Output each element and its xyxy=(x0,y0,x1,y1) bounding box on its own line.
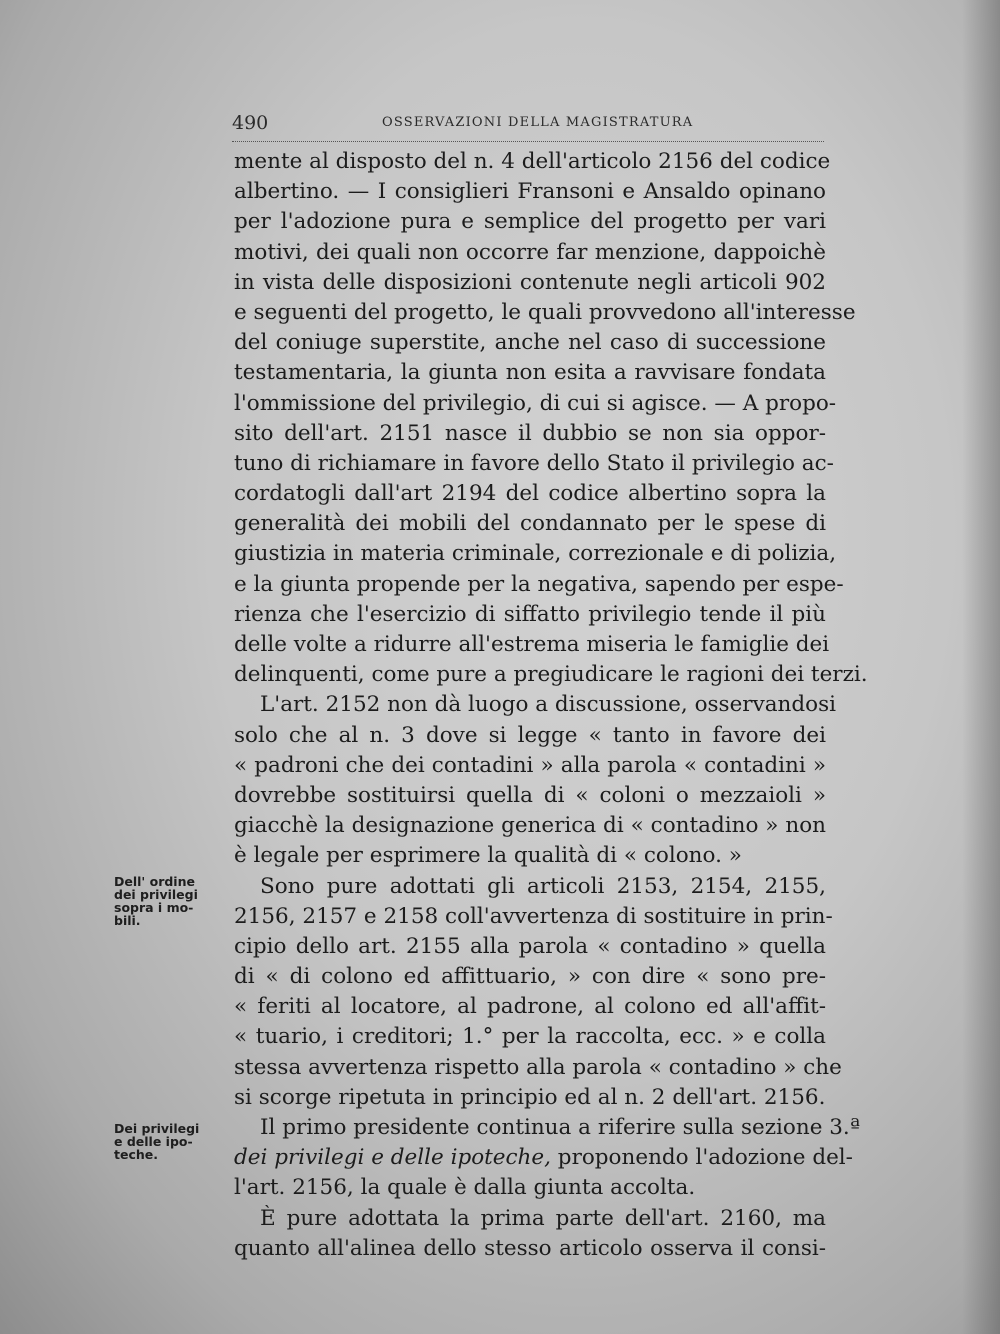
text-line: Il primo presidente continua a riferire sulla sezione 3.ª xyxy=(260,1115,860,1140)
text-line: delle volte a ridurre all'estrema miseria le famiglie dei xyxy=(234,632,830,657)
margin-note-line: bili. xyxy=(114,913,141,928)
margin-note-privilegi-ipoteche xyxy=(114,1122,226,1161)
text-line: cipio dello art. 2155 alla parola « contadino » quella xyxy=(234,933,826,959)
text-line: per l'adozione pura e semplice del progetto per vari xyxy=(234,209,826,235)
header-rule xyxy=(232,141,824,142)
text-line: dei privilegi e delle ipoteche, proponendo l'adozione del- xyxy=(234,1145,853,1171)
text-line: in vista delle disposizioni contenute negli articoli 902 xyxy=(234,269,826,295)
margin-note-line: teche. xyxy=(114,1147,158,1162)
text-line: tuno di richiamare in favore dello Stato il privilegio ac- xyxy=(234,450,834,476)
margin-note-line: Dei privilegi xyxy=(114,1121,200,1136)
margin-note-line: dei privilegi xyxy=(114,887,198,902)
body-text xyxy=(234,147,868,1264)
margin-note-line: Dell' ordine xyxy=(114,874,195,889)
page-edge-shadow xyxy=(962,0,1000,1334)
text-line: motivi, dei quali non occorre far menzione, dappoichè xyxy=(234,239,826,265)
text-line: giacchè la designazione generica di « contadino » non xyxy=(234,813,826,839)
text-line: rienza che l'esercizio di siffatto privilegio tende il più xyxy=(234,601,826,627)
running-head: OSSERVAZIONI DELLA MAGISTRATURA xyxy=(382,115,694,130)
text-line: stessa avvertenza rispetto alla parola « contadino » che xyxy=(234,1054,842,1080)
italic-phrase: dei privilegi e delle ipoteche, xyxy=(234,1145,551,1171)
page-header xyxy=(232,112,822,140)
page-number: 490 xyxy=(232,112,269,134)
text-line: e la giunta propende per la negativa, sapendo per espe- xyxy=(234,571,844,597)
text-line: giustizia in materia criminale, correzionale e di polizia, xyxy=(234,541,837,567)
text-line: l'art. 2156, la quale è dalla giunta accolta. xyxy=(234,1175,696,1201)
text-line: albertino. — I consiglieri Fransoni e Ansaldo opinano xyxy=(234,179,826,205)
text-line: solo che al n. 3 dove si legge « tanto in favore dei xyxy=(234,722,826,748)
text-line: Sono pure adottati gli articoli 2153, 2154, 2155, xyxy=(260,873,826,899)
text-line: e seguenti del progetto, le quali provvedono all'interesse xyxy=(234,299,856,325)
text-line: 2156, 2157 e 2158 coll'avvertenza di sostituire in prin- xyxy=(234,903,833,929)
text-line: si scorge ripetuta in principio ed al n. 2 dell'art. 2156. xyxy=(234,1084,826,1110)
text-line: « tuario, i creditori; 1.° per la raccolta, ecc. » e colla xyxy=(234,1024,826,1050)
text-line: « feriti al locatore, al padrone, al colono ed all'affit- xyxy=(234,994,826,1020)
text-line: dovrebbe sostituirsi quella di « coloni o mezzaioli » xyxy=(234,782,826,808)
text-line: cordatogli dall'art 2194 del codice albertino sopra la xyxy=(234,481,826,507)
text-line: quanto all'alinea dello stesso articolo osserva il consi- xyxy=(234,1235,826,1261)
text-line: L'art. 2152 non dà luogo a discussione, osservandosi xyxy=(260,692,837,718)
text-line: mente al disposto del n. 4 dell'articolo 2156 del codice xyxy=(234,149,831,174)
text-line: « padroni che dei contadini » alla parola « contadini » xyxy=(234,752,826,778)
text-line: l'ommissione del privilegio, di cui si agisce. — A propo- xyxy=(234,390,837,416)
text-line: di « di colono ed affittuario, » con dire « sono pre- xyxy=(234,964,826,990)
text-line: generalità dei mobili del condannato per le spese di xyxy=(234,511,826,537)
text-line: delinquenti, come pure a pregiudicare le ragioni dei terzi. xyxy=(234,662,868,688)
text-line: sito dell'art. 2151 nasce il dubbio se non sia oppor- xyxy=(234,420,826,446)
margin-note-ordine-privilegi xyxy=(114,875,226,927)
text-line: È pure adottata la prima parte dell'art. 2160, ma xyxy=(260,1205,826,1231)
text-line: del coniuge superstite, anche nel caso di successione xyxy=(234,330,826,356)
text-line: testamentaria, la giunta non esita a ravvisare fondata xyxy=(234,360,826,386)
text-line: è legale per esprimere la qualità di « colono. » xyxy=(234,843,742,869)
margin-note-line: e delle ipo- xyxy=(114,1134,193,1149)
margin-note-line: sopra i mo- xyxy=(114,900,194,915)
